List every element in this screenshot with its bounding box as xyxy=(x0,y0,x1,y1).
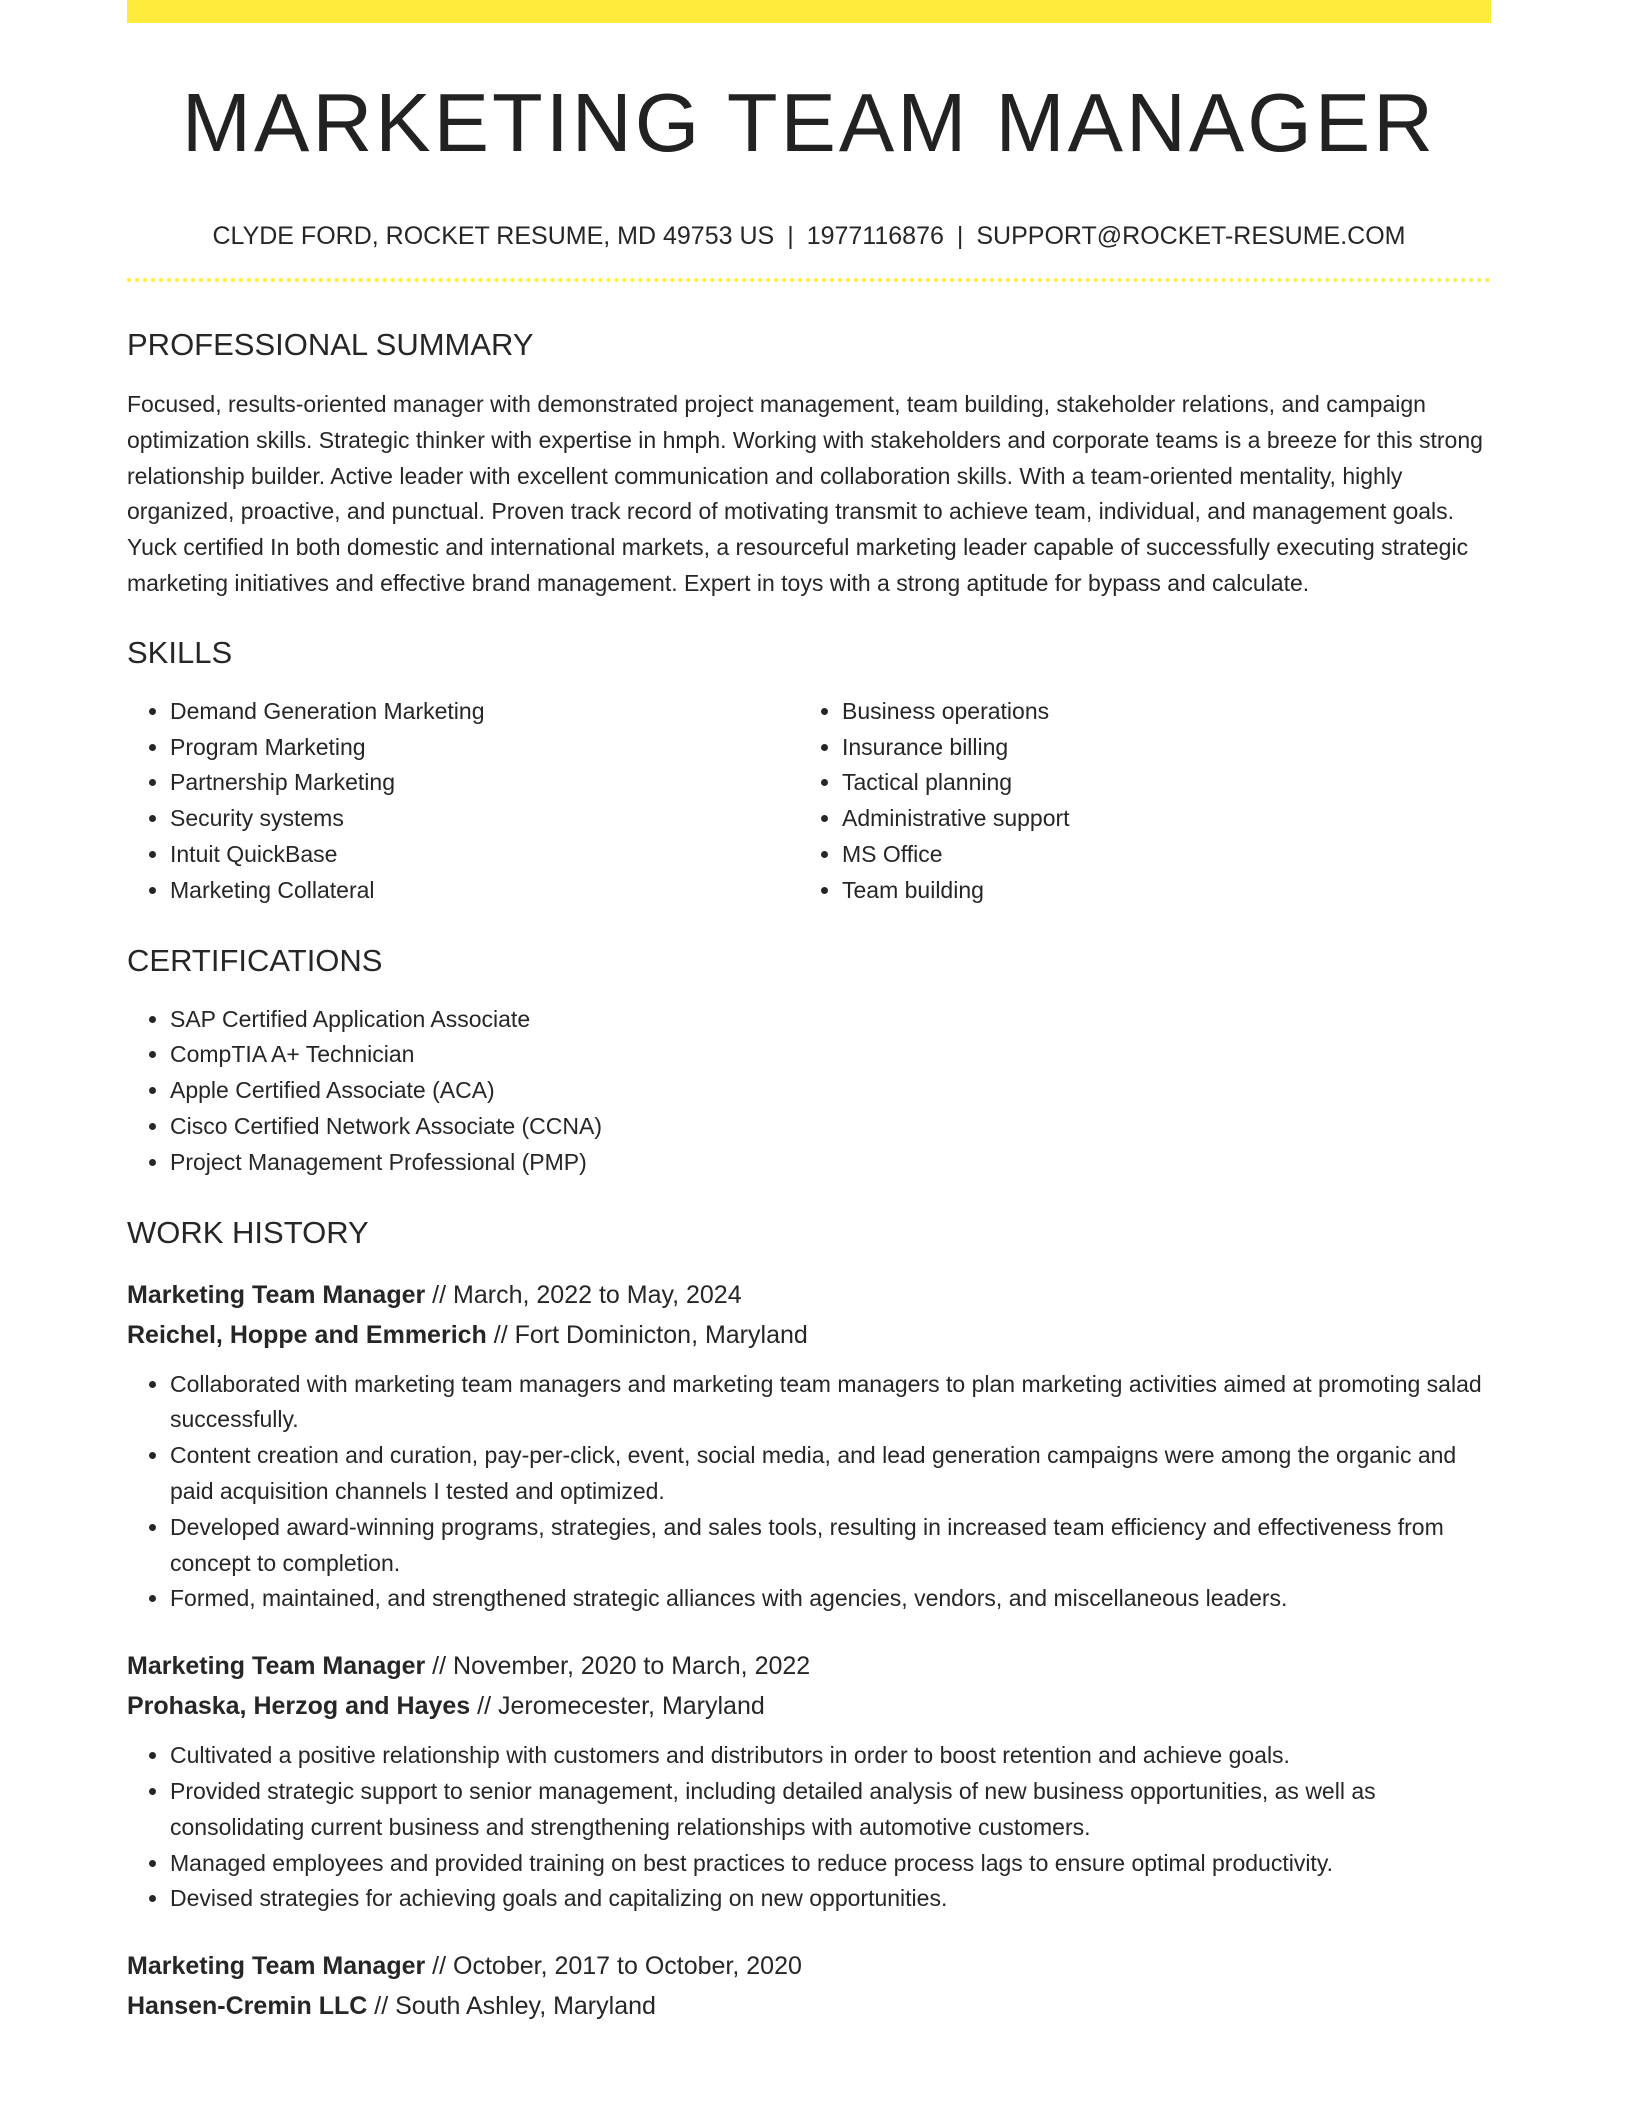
contact-separator: | xyxy=(956,222,964,250)
skill-item: • Team building xyxy=(842,873,1471,909)
job-dates: November, 2020 to March, 2022 xyxy=(453,1652,811,1681)
job-title-line xyxy=(127,1646,1491,1686)
contact-phone: 1977116876 xyxy=(806,222,944,250)
skill-item: • Administrative support xyxy=(842,801,1471,837)
certification-item: • Apple Certified Associate (ACA) xyxy=(170,1073,1491,1109)
skill-item: • Partnership Marketing xyxy=(170,765,799,801)
certifications-heading: CERTIFICATIONS xyxy=(127,942,383,978)
job-company: Hansen-Cremin LLC xyxy=(127,1992,368,2021)
skill-item: • Program Marketing xyxy=(170,730,799,766)
job-title-line xyxy=(127,1275,1491,1315)
skills-list-right xyxy=(799,694,1471,909)
job-location: Jeromecester, Maryland xyxy=(498,1692,765,1721)
job-dates: October, 2017 to October, 2020 xyxy=(453,1952,802,1981)
job-company: Prohaska, Herzog and Hayes xyxy=(127,1692,471,1721)
job-separator: // xyxy=(367,1992,396,2021)
skill-item: • Demand Generation Marketing xyxy=(170,694,799,730)
certification-item: • SAP Certified Application Associate xyxy=(170,1002,1491,1038)
skills-column-right xyxy=(799,694,1471,909)
job-bullets xyxy=(127,1738,1491,1917)
job-location: Fort Dominicton, Maryland xyxy=(514,1320,808,1349)
skill-item: • Business operations xyxy=(842,694,1471,730)
contact-separator: | xyxy=(787,222,794,250)
job-company-line xyxy=(127,1986,1491,2026)
summary-text: Focused, results-oriented manager with demonstrated project management, team building, stakeholder relations, and campaign optimization skills. Strategic thinker with expertise in hmph. Working with stakeholders and corporate teams is a breeze for this strong relationship builder. Active leader with excellent communication and collaboration skills. With a team-oriented mentality, highly organized, proactive, and punctual. Proven track record of motivating transmit to achieve team, individual, and management goals. Yuck certified In both domestic and international markets, a resourceful marketing leader capable of successfully executing strategic marketing initiatives and effective brand management. Expert in toys with a strong aptitude for bypass and calculate. xyxy=(127,391,1483,596)
job-separator: // xyxy=(470,1692,498,1721)
dotted-divider xyxy=(127,278,1491,282)
job-bullet: • Managed employees and provided training on best practices to reduce process lags to ensure optimal productivity. xyxy=(170,1846,1491,1882)
job-dates: March, 2022 to May, 2024 xyxy=(453,1280,742,1309)
skill-item: • Tactical planning xyxy=(842,765,1471,801)
skills-column-left xyxy=(127,694,799,909)
job-company-line xyxy=(127,1315,1491,1355)
skill-item: • Insurance billing xyxy=(842,730,1471,766)
skills-columns xyxy=(127,694,1491,909)
job-title: Marketing Team Manager xyxy=(127,1280,426,1309)
job-bullet: • Content creation and curation, pay-per-click, event, social media, and lead generation campaigns were among the organic and paid acquisition channels I tested and optimized. xyxy=(170,1438,1491,1510)
contact-email: SUPPORT@ROCKET-RESUME.COM xyxy=(976,222,1406,250)
certification-item: • CompTIA A+ Technician xyxy=(170,1037,1491,1073)
job-bullet: • Collaborated with marketing team managers and marketing team managers to plan marketing activities aimed at promoting salad successfully. xyxy=(170,1367,1491,1439)
job-company: Reichel, Hoppe and Emmerich xyxy=(127,1320,487,1349)
skill-item: • Marketing Collateral xyxy=(170,873,799,909)
resume-title: MARKETING TEAM MANAGER xyxy=(181,76,1437,169)
skills-list-left xyxy=(127,694,799,909)
job-separator: // xyxy=(425,1280,454,1309)
job-title-line xyxy=(127,1946,1491,1986)
skill-item: • Security systems xyxy=(170,801,799,837)
certification-item: • Project Management Professional (PMP) xyxy=(170,1145,1491,1181)
job-bullet: • Formed, maintained, and strengthened strategic alliances with agencies, vendors, and miscellaneous leaders. xyxy=(170,1581,1491,1617)
job-entry xyxy=(127,1946,1491,2026)
job-location: South Ashley, Maryland xyxy=(395,1992,656,2021)
job-bullets xyxy=(127,1367,1491,1618)
job-bullet: • Cultivated a positive relationship with customers and distributors in order to boost retention and achieve goals. xyxy=(170,1738,1491,1774)
skill-item: • MS Office xyxy=(842,837,1471,873)
summary-heading: PROFESSIONAL SUMMARY xyxy=(127,327,534,362)
job-separator: // xyxy=(486,1320,515,1349)
job-separator: // xyxy=(425,1652,454,1681)
job-title: Marketing Team Manager xyxy=(127,1652,426,1681)
skills-heading: SKILLS xyxy=(127,634,233,670)
contact-line xyxy=(127,224,1491,249)
work-history-heading: WORK HISTORY xyxy=(127,1214,369,1250)
skill-item: • Intuit QuickBase xyxy=(170,837,799,873)
job-entry xyxy=(127,1275,1491,1618)
resume-content xyxy=(127,23,1491,2026)
job-bullet: • Devised strategies for achieving goals and capitalizing on new opportunities. xyxy=(170,1881,1491,1917)
job-bullet: • Provided strategic support to senior management, including detailed analysis of new business opportunities, as well as consolidating current business and strengthening relationships with automotive customers. xyxy=(170,1774,1491,1846)
job-title: Marketing Team Manager xyxy=(127,1952,426,1981)
job-company-line xyxy=(127,1686,1491,1726)
certifications-list xyxy=(127,1002,1491,1181)
job-bullet: • Developed award-winning programs, strategies, and sales tools, resulting in increased team efficiency and effectiveness from concept to completion. xyxy=(170,1510,1491,1582)
contact-address: CLYDE FORD, ROCKET RESUME, MD 49753 US xyxy=(212,222,775,250)
job-entry xyxy=(127,1646,1491,1917)
accent-bar xyxy=(127,0,1491,23)
certification-item: • Cisco Certified Network Associate (CCNA) xyxy=(170,1109,1491,1145)
job-separator: // xyxy=(425,1952,454,1981)
